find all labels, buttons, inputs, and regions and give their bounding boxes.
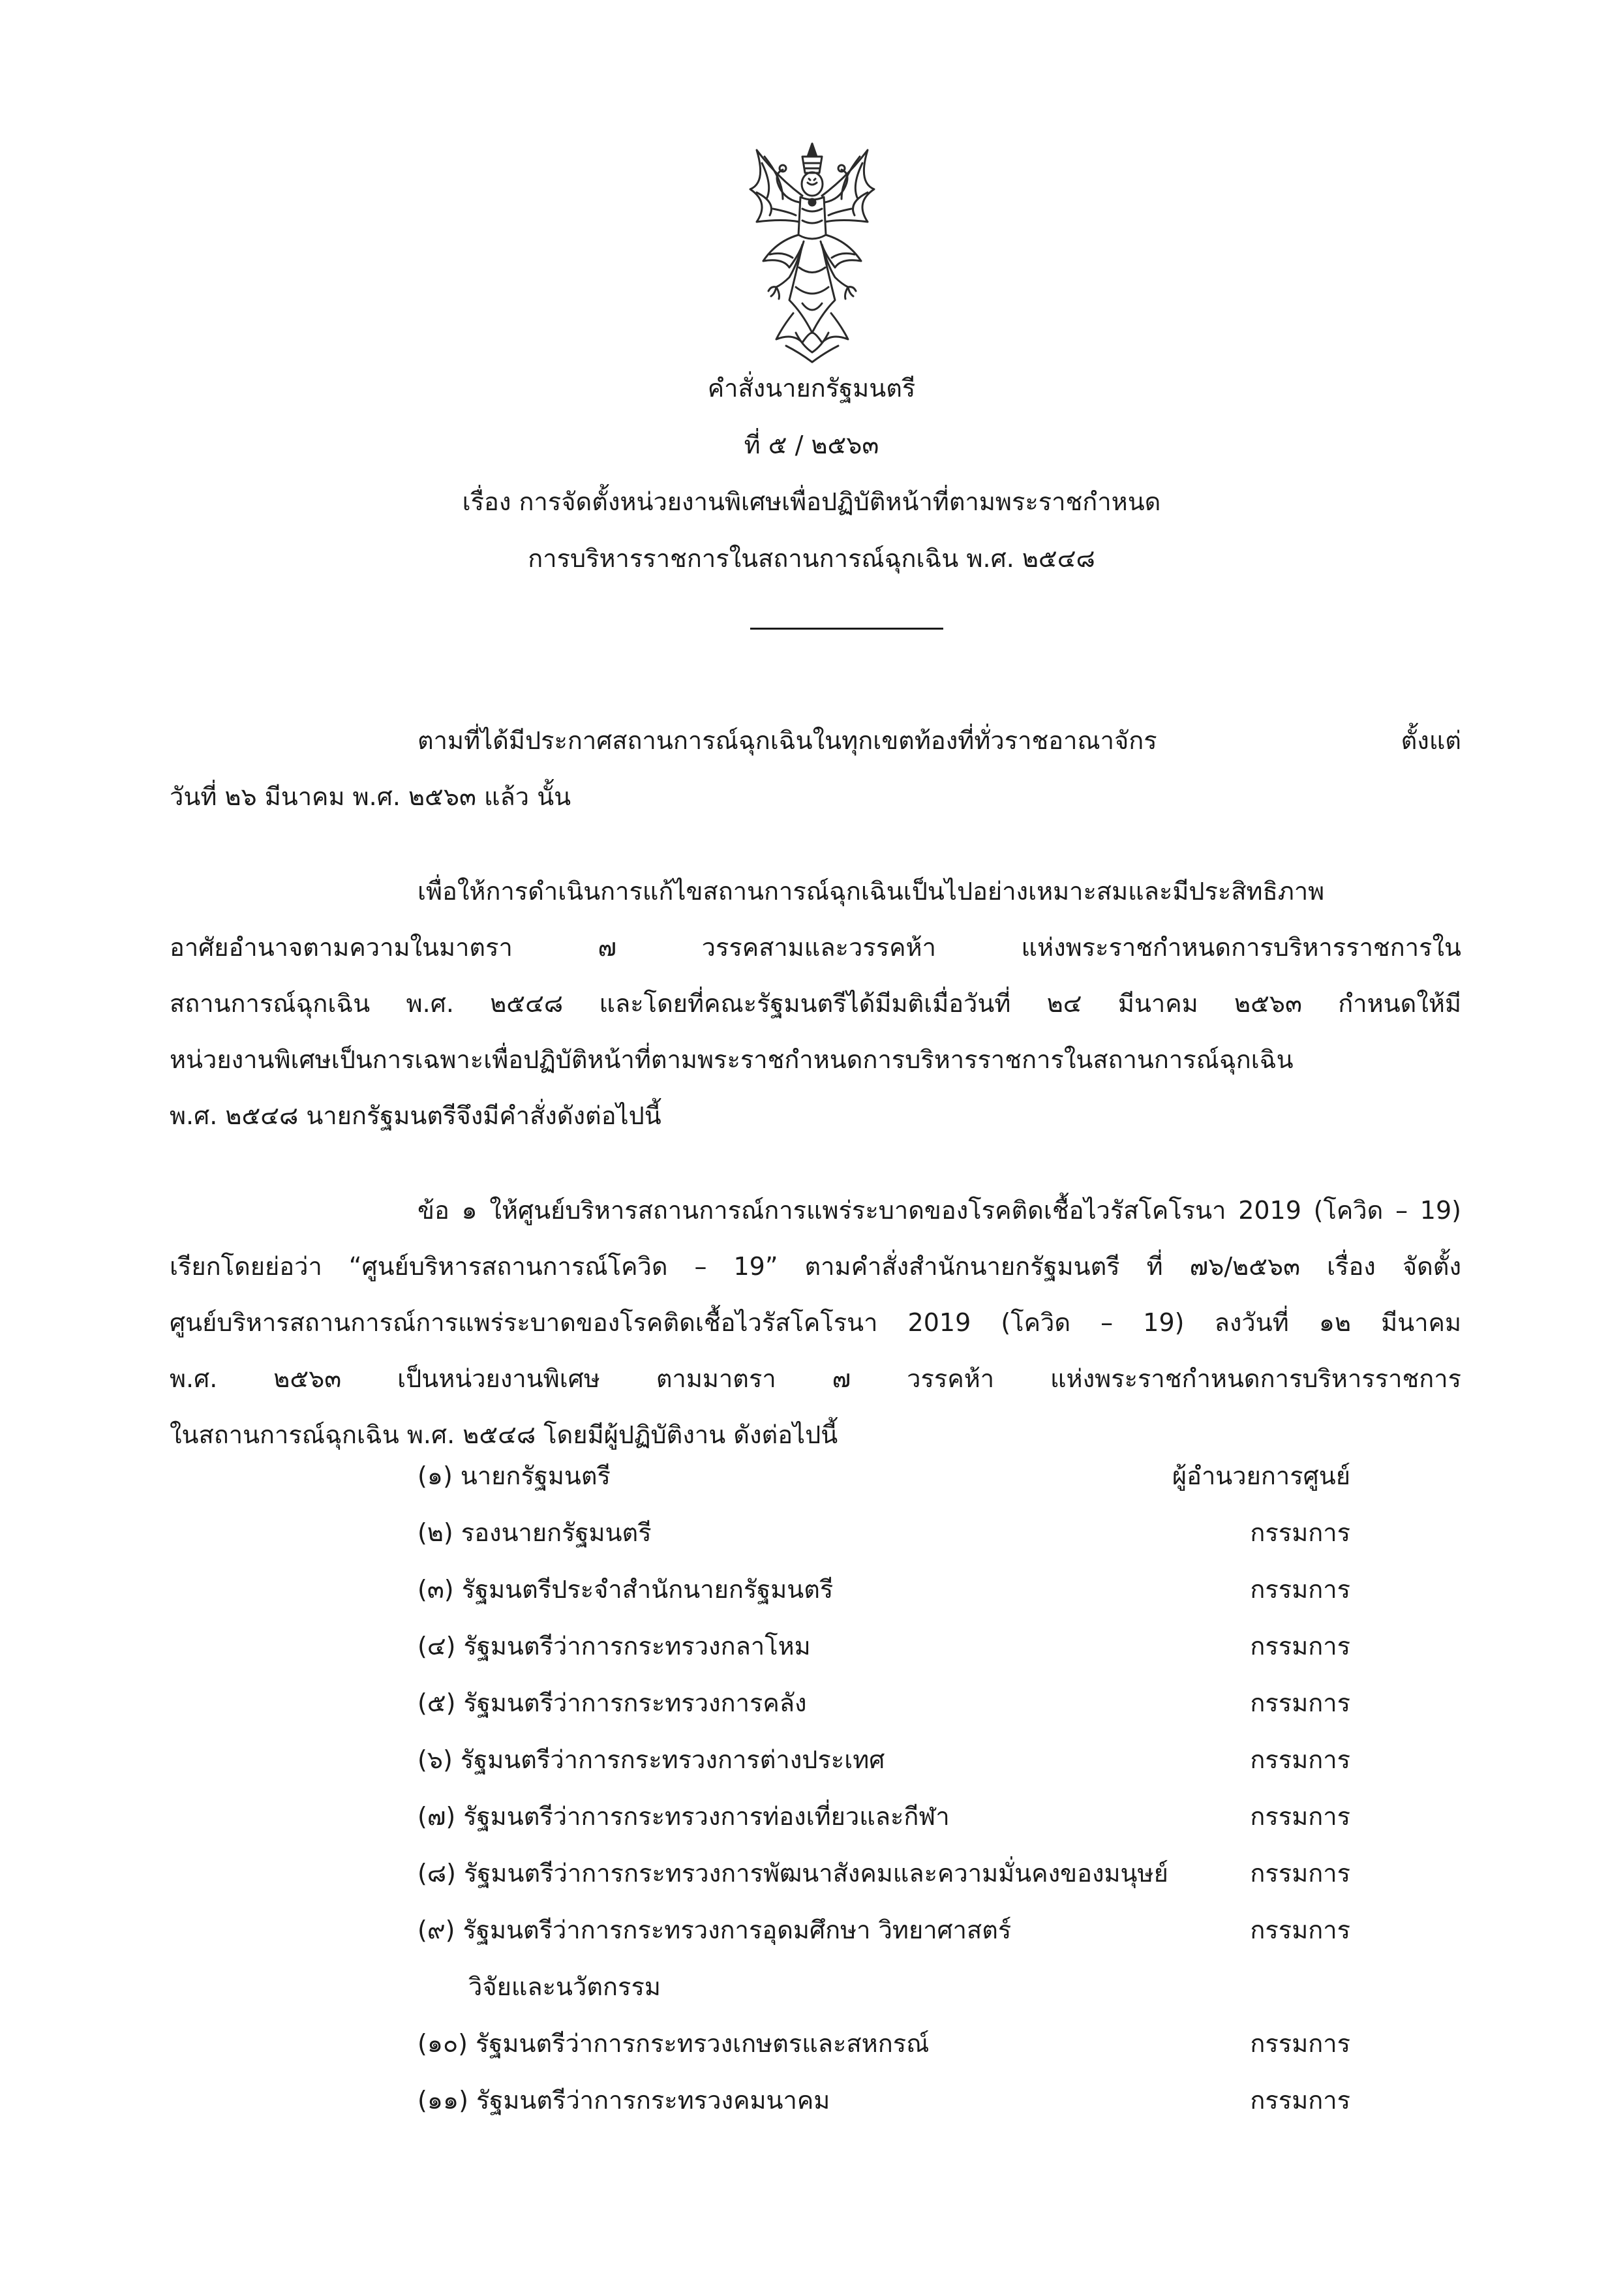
order-title: คำสั่งนายกรัฐมนตรี bbox=[707, 374, 916, 403]
member-label: (๗) รัฐมนตรีว่าการกระทรวงการท่องเที่ยวและกีฬา bbox=[417, 1802, 950, 1831]
paragraph-3-line-4: พ.ศ. ๒๕๖๓ เป็นหน่วยงานพิเศษ ตามมาตรา ๗ วรรคห้า แห่งพระราชกำหนดการบริหารราชการ bbox=[170, 1364, 1461, 1393]
member-label: (๕) รัฐมนตรีว่าการกระทรวงการคลัง bbox=[417, 1689, 807, 1717]
title-divider bbox=[750, 628, 943, 630]
paragraph-3-line-3: ศูนย์บริหารสถานการณ์การแพร่ระบาดของโรคติดเชื้อไวรัสโคโรนา 2019 (โควิด – 19) ลงวันที่ ๑๒ มีนาคม bbox=[170, 1308, 1461, 1337]
member-label: (๔) รัฐมนตรีว่าการกระทรวงกลาโหม bbox=[417, 1632, 811, 1661]
paragraph-3-line-2: เรียกโดยย่อว่า “ศูนย์บริหารสถานการณ์โควิด – 19” ตามคำสั่งสำนักนายกรัฐมนตรี ที่ ๗๖/๒๕๖๓ เรื่อง จัดตั้ง bbox=[170, 1252, 1461, 1281]
member-label: (๑๑) รัฐมนตรีว่าการกระทรวงคมนาคม bbox=[417, 2086, 830, 2115]
paragraph-2-line-4: หน่วยงานพิเศษเป็นการเฉพาะเพื่อปฏิบัติหน้าที่ตามพระราชกำหนดการบริหารราชการในสถานการณ์ฉุกเฉิน bbox=[170, 1045, 1294, 1074]
subject-line-1: เรื่อง การจัดตั้งหน่วยงานพิเศษเพื่อปฏิบัติหน้าที่ตามพระราชกำหนด bbox=[462, 487, 1161, 516]
paragraph-2-line-3: สถานการณ์ฉุกเฉิน พ.ศ. ๒๕๔๘ และโดยที่คณะรัฐมนตรีได้มีมติเมื่อวันที่ ๒๔ มีนาคม ๒๕๖๓ กำหนดให้มี bbox=[170, 989, 1461, 1018]
member-label: (๖) รัฐมนตรีว่าการกระทรวงการต่างประเทศ bbox=[417, 1745, 885, 1774]
member-label-continuation: วิจัยและนวัตกรรม bbox=[468, 1972, 661, 2001]
member-role: กรรมการ bbox=[1250, 1575, 1350, 1604]
member-label: (๙) รัฐมนตรีว่าการกระทรวงการอุดมศึกษา วิทยาศาสตร์ bbox=[417, 1916, 1012, 1944]
member-role: กรรมการ bbox=[1250, 1518, 1350, 1547]
paragraph-3-line-5: ในสถานการณ์ฉุกเฉิน พ.ศ. ๒๕๔๘ โดยมีผู้ปฏิบัติงาน ดังต่อไปนี้ bbox=[170, 1420, 838, 1449]
paragraph-1-line-1: ตามที่ได้มีประกาศสถานการณ์ฉุกเฉินในทุกเขตท้องที่ทั่วราชอาณาจักร ตั้งแต่ bbox=[417, 726, 1461, 755]
paragraph-2-line-5: พ.ศ. ๒๕๔๘ นายกรัฐมนตรีจึงมีคำสั่งดังต่อไปนี้ bbox=[170, 1101, 661, 1130]
member-label: (๘) รัฐมนตรีว่าการกระทรวงการพัฒนาสังคมและความมั่นคงของมนุษย์ bbox=[417, 1859, 1168, 1888]
member-role: กรรมการ bbox=[1250, 1632, 1350, 1661]
member-role: กรรมการ bbox=[1250, 1859, 1350, 1888]
garuda-emblem-icon bbox=[737, 137, 887, 372]
member-role: กรรมการ bbox=[1250, 1689, 1350, 1717]
member-label: (๒) รองนายกรัฐมนตรี bbox=[417, 1518, 652, 1547]
member-role: กรรมการ bbox=[1250, 2086, 1350, 2115]
paragraph-3-line-1: ข้อ ๑ ให้ศูนย์บริหารสถานการณ์การแพร่ระบาดของโรคติดเชื้อไวรัสโคโรนา 2019 (โควิด – 19) bbox=[417, 1196, 1461, 1225]
member-label: (๑) นายกรัฐมนตรี bbox=[417, 1462, 611, 1490]
member-label: (๑๐) รัฐมนตรีว่าการกระทรวงเกษตรและสหกรณ์ bbox=[417, 2029, 930, 2058]
subject-line-2: การบริหารราชการในสถานการณ์ฉุกเฉิน พ.ศ. ๒๕๔๘ bbox=[528, 544, 1095, 573]
member-label: (๓) รัฐมนตรีประจำสำนักนายกรัฐมนตรี bbox=[417, 1575, 834, 1604]
member-role: กรรมการ bbox=[1250, 2029, 1350, 2058]
order-number: ที่ ๕ / ๒๕๖๓ bbox=[744, 431, 879, 459]
member-role: ผู้อำนวยการศูนย์ bbox=[1172, 1462, 1350, 1490]
member-role: กรรมการ bbox=[1250, 1745, 1350, 1774]
paragraph-2-line-1: เพื่อให้การดำเนินการแก้ไขสถานการณ์ฉุกเฉินเป็นไปอย่างเหมาะสมและมีประสิทธิภาพ bbox=[417, 877, 1325, 906]
member-role: กรรมการ bbox=[1250, 1916, 1350, 1944]
member-role: กรรมการ bbox=[1250, 1802, 1350, 1831]
paragraph-2-line-2: อาศัยอำนาจตามความในมาตรา ๗ วรรคสามและวรรคห้า แห่งพระราชกำหนดการบริหารราชการใน bbox=[170, 933, 1461, 962]
paragraph-1-line-2: วันที่ ๒๖ มีนาคม พ.ศ. ๒๕๖๓ แล้ว นั้น bbox=[170, 782, 571, 811]
